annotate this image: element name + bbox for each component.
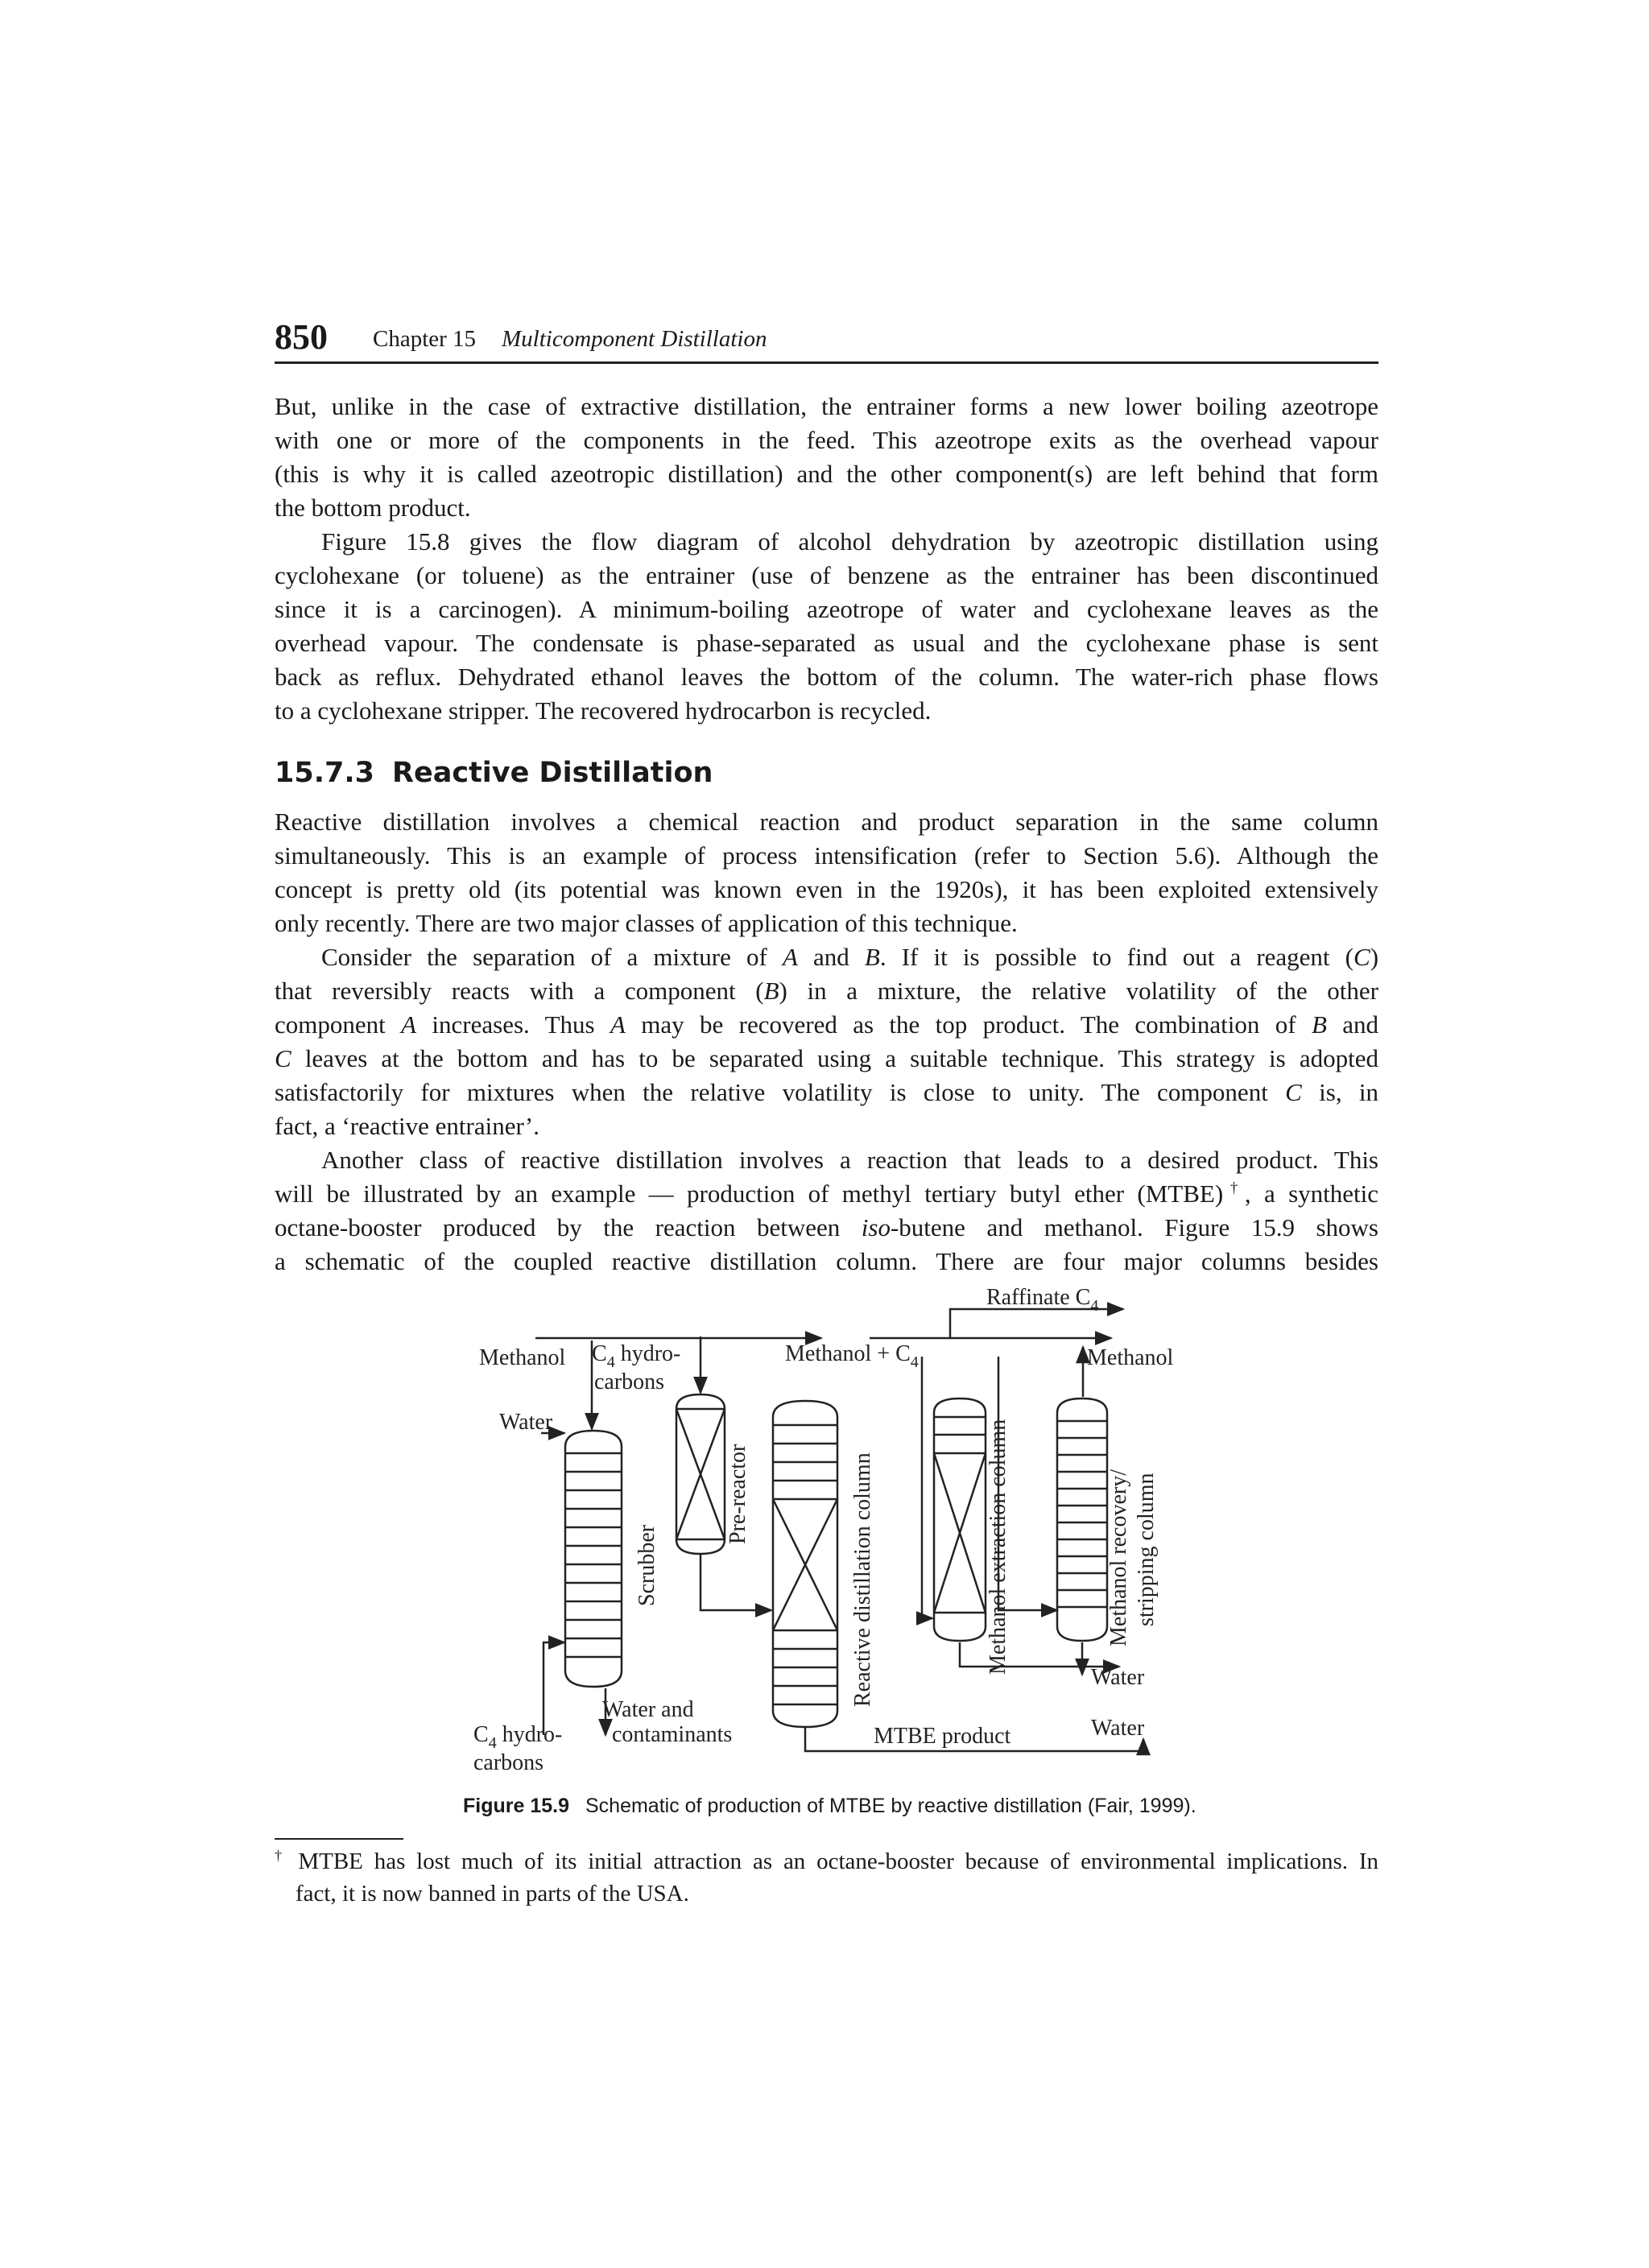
label-scrubber: Scrubber	[634, 1524, 659, 1606]
text-line: to a cyclohexane stripper. The recovered hydrocarbon is recycled.	[275, 696, 932, 725]
figure-caption	[463, 1791, 1268, 1820]
mtbe-process-schematic	[467, 1288, 1192, 1787]
label-recovery-column-1: Methanol recovery/	[1106, 1469, 1131, 1646]
label-water-out-2: Water	[1091, 1716, 1145, 1741]
paragraph-5	[275, 1143, 1378, 1279]
methanol-extraction-column	[934, 1398, 986, 1641]
text-line: † MTBE has lost much of its initial attraction as an octane-booster because of environmental implications. In	[275, 1847, 1379, 1874]
process-diagram	[467, 1288, 1192, 1787]
text-line: Another class of reactive distillation involves a reaction that leads to a desired product. This	[321, 1146, 1378, 1174]
footnote-mark: †	[275, 1847, 287, 1864]
caption-text: Schematic of production of MTBE by reactive distillation (Fair, 1999).	[585, 1795, 1196, 1817]
label-methanol-product: Methanol	[1087, 1345, 1174, 1370]
label-c4-bottom: $C_4$ hydro-	[473, 1722, 563, 1752]
label-c4-feed: $C_4$ hydro-	[592, 1341, 681, 1371]
chapter-title: Multicomponent Distillation	[502, 326, 767, 352]
methanol-recovery-column	[1057, 1398, 1107, 1641]
label-pre-reactor: Pre-reactor	[725, 1444, 750, 1544]
pre-reactor-vessel	[676, 1394, 725, 1554]
caption-label: Figure 15.9	[463, 1795, 569, 1817]
scrubber-column	[565, 1431, 622, 1687]
page-number: 850	[275, 317, 328, 357]
text-line: octane-booster produced by the reaction between iso-butene and methanol. Figure 15.9 shows	[275, 1213, 1378, 1241]
label-carbons-bottom: carbons	[473, 1750, 544, 1775]
paragraph-2	[275, 525, 1378, 728]
text-line: C leaves at the bottom and has to be separated using a suitable technique. This strategy is adopted	[275, 1044, 1378, 1072]
text-line: fact, a ‘reactive entrainer’.	[275, 1112, 539, 1140]
text-line: that reversibly reacts with a component (B) in a mixture, the relative volatility of the other	[275, 977, 1378, 1005]
label-methanol-c4: Methanol + $C_4$	[785, 1341, 919, 1371]
text-line: overhead vapour. The condensate is phase-separated as usual and the cyclohexane phase is sent	[275, 629, 1378, 657]
text-line: Consider the separation of a mixture of A and B. If it is possible to find out a reagent (C)	[321, 943, 1379, 971]
text-line: Reactive distillation involves a chemical reaction and product separation in the same column	[275, 808, 1378, 836]
label-water-and: Water and	[602, 1697, 694, 1722]
label-contaminants: contaminants	[612, 1722, 733, 1747]
section-number: 15.7.3	[275, 757, 375, 789]
text-line: simultaneously. This is an example of process intensification (refer to Section 5.6). Although the	[275, 841, 1378, 870]
text-line: But, unlike in the case of extractive distillation, the entrainer forms a new lower boiling azeotrope	[275, 392, 1378, 420]
text-line: the bottom product.	[275, 494, 471, 522]
footnote	[275, 1845, 1378, 1910]
label-reactive-column: Reactive distillation column	[850, 1452, 875, 1707]
section-heading	[275, 755, 713, 791]
text-line: only recently. There are two major classes of application of this technique.	[275, 909, 1018, 937]
reactive-distillation-column	[773, 1401, 837, 1727]
text-line: (this is why it is called azeotropic distillation) and the other component(s) are left behind that form	[275, 460, 1378, 488]
text-line: Figure 15.8 gives the flow diagram of alcohol dehydration by azeotropic distillation using	[321, 527, 1378, 556]
text-line: cyclohexane (or toluene) as the entrainer (use of benzene as the entrainer has been discontinued	[275, 561, 1378, 589]
running-header	[275, 316, 1378, 364]
label-raffinate: Raffinate $C_4$	[986, 1288, 1099, 1315]
label-mtbe-product: MTBE product	[874, 1724, 1011, 1749]
label-extraction-column: Methanol extraction column	[986, 1419, 1010, 1675]
label-carbons-top: carbons	[594, 1369, 665, 1394]
paragraph-4	[275, 940, 1378, 1143]
paragraph-3	[275, 805, 1378, 940]
section-title: Reactive Distillation	[392, 757, 713, 789]
text-line: concept is pretty old (its potential was known even in the 1920s), it has been exploited extensively	[275, 875, 1378, 903]
text-line: a schematic of the coupled reactive distillation column. There are four major columns besides	[275, 1247, 1378, 1275]
text-line: fact, it is now banned in parts of the USA.	[295, 1881, 689, 1907]
text-line: with one or more of the components in the feed. This azeotrope exits as the overhead vapour	[275, 426, 1378, 454]
label-methanol-feed: Methanol	[479, 1345, 566, 1370]
text-line: will be illustrated by an example — production of methyl tertiary butyl ether (MTBE)†, a synthetic	[275, 1179, 1379, 1208]
text-line: back as reflux. Dehydrated ethanol leaves the bottom of the column. The water-rich phase flows	[275, 663, 1378, 691]
label-water-out-1: Water	[1091, 1665, 1145, 1690]
text-line: since it is a carcinogen). A minimum-boiling azeotrope of water and cyclohexane leaves as the	[275, 595, 1378, 623]
footnote-divider	[275, 1838, 403, 1840]
label-water-feed: Water	[499, 1410, 553, 1435]
text-line: satisfactorily for mixtures when the relative volatility is close to unity. The component C is, in	[275, 1078, 1379, 1106]
chapter-label: Chapter 15	[373, 326, 477, 352]
label-recovery-column-2: stripping column	[1134, 1473, 1159, 1626]
text-line: component A increases. Thus A may be recovered as the top product. The combination of B and	[275, 1010, 1379, 1039]
footnote-mark: †	[1223, 1179, 1245, 1197]
paragraph-1	[275, 390, 1378, 525]
